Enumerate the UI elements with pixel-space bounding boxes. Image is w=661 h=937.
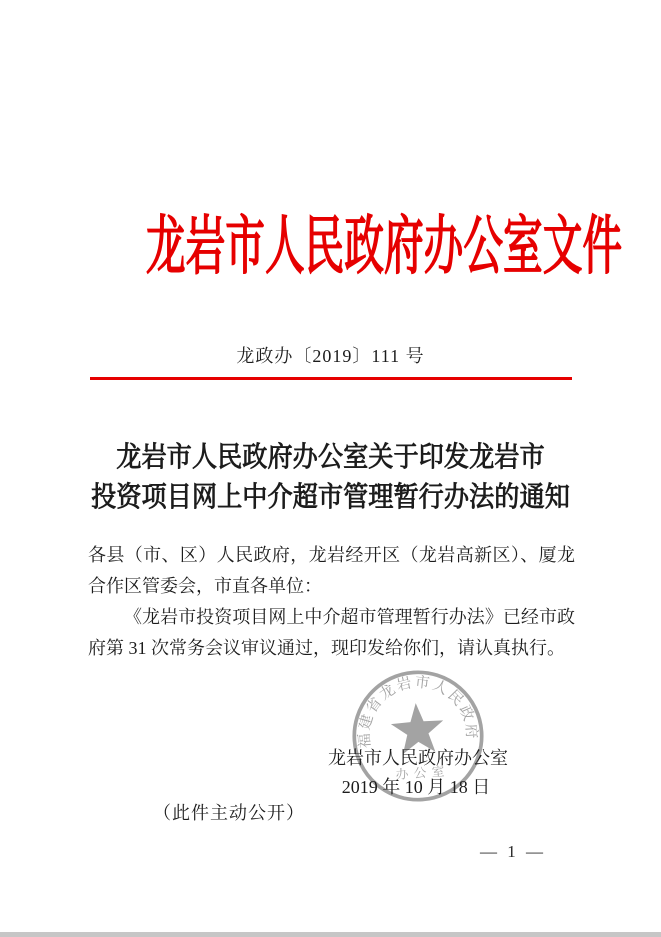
scan-edge-shadow xyxy=(0,932,661,937)
seal-arc-text: 福建省龙岩市人民政府 xyxy=(356,674,480,749)
signature-date: 2019 年 10 月 18 日 xyxy=(341,777,491,797)
document-title-line1: 龙岩市人民政府办公室关于印发龙岩市 xyxy=(116,442,545,473)
signature-organization: 龙岩市人民政府办公室 xyxy=(328,748,508,768)
red-divider-line xyxy=(90,377,572,380)
body-salutation: 各县（市、区）人民政府，龙岩经开区（龙岩高新区）、厦龙合作区管委会，市直各单位： xyxy=(88,545,575,596)
page-number: — 1 — xyxy=(480,842,546,861)
doc-number: 龙政办〔2019〕111 号 xyxy=(236,346,425,366)
disclosure-note: （此件主动公开） xyxy=(153,803,305,823)
document-title xyxy=(33,438,628,518)
document-body xyxy=(88,540,575,664)
document-header-banner xyxy=(0,203,661,291)
body-paragraph: 《龙岩市投资项目网上中介超市管理暂行办法》已经市政府第 31 次常务会议审议通过，现印发给你们，请认真执行。 xyxy=(88,607,575,658)
signature-block xyxy=(328,744,508,802)
seal-bottom-text: 办公室 xyxy=(395,764,451,783)
document-title-line2: 投资项目网上中介超市管理暂行办法的通知 xyxy=(91,482,570,513)
header-banner-text: 龙岩市人民政府办公室文件 xyxy=(145,211,623,282)
